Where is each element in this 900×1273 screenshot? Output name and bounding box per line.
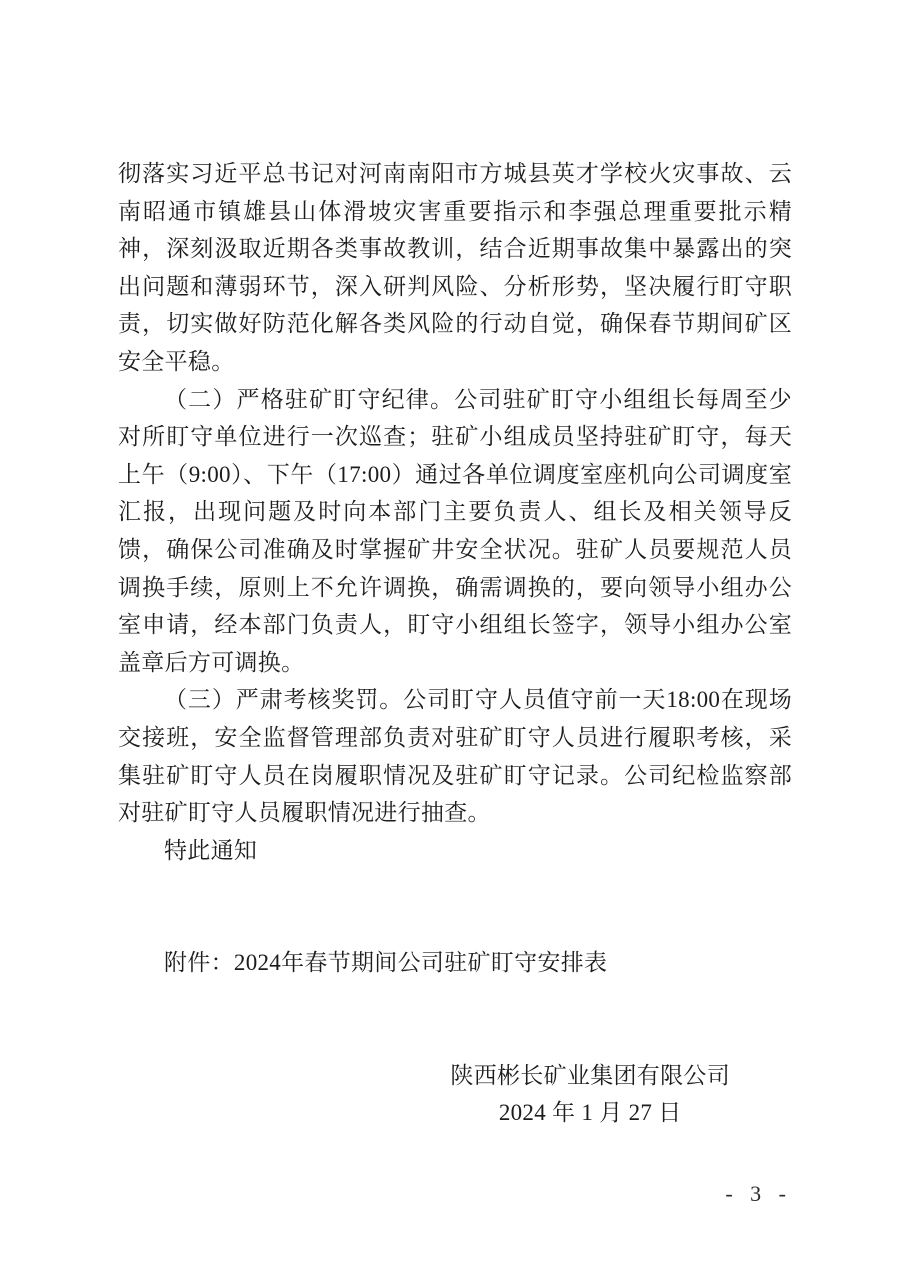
document-body (118, 155, 792, 1132)
signature-company: 陕西彬长矿业集团有限公司 (450, 1062, 730, 1088)
signature-block (450, 1057, 730, 1132)
page-number: - 3 - (725, 1181, 792, 1206)
attachment-line: 附件：2024年春节期间公司驻矿盯守安排表 (164, 950, 608, 976)
paragraph-continuation: 彻落实习近平总书记对河南南阳市方城县英才学校火灾事故、云南昭通市镇雄县山体滑坡灾害重要指示和李强总理重要批示精神，深刻汲取近期各类事故教训，结合近期事故集中暴露出的突出问题和薄弱环节，深入研判风险、分析形势，坚决履行盯守职责，切实做好防范化解各类风险的行动自觉，确保春节期间矿区安全平稳。 (118, 161, 792, 374)
paragraph-item-two: （二）严格驻矿盯守纪律。公司驻矿盯守小组组长每周至少对所盯守单位进行一次巡查；驻矿小组成员坚持驻矿盯守，每天上午（9:00）、下午（17:00）通过各单位调度室座机向公司调度室汇报，出现问题及时向本部门主要负责人、组长及相关领导反馈，确保公司准确及时掌握矿井安全状况。驻矿人员要规范人员调换手续，原则上不允许调换，确需调换的，要向领导小组办公室申请，经本部门负责人，盯守小组组长签字，领导小组办公室盖章后方可调换。 (118, 386, 792, 675)
signature-date: 2024 年 1 月 27 日 (498, 1100, 682, 1126)
paragraph-closing-notice: 特此通知 (164, 837, 258, 863)
paragraph-item-three: （三）严肃考核奖罚。公司盯守人员值守前一天18:00在现场交接班，安全监督管理部负责对驻矿盯守人员进行履职考核，采集驻矿盯守人员在岗履职情况及驻矿盯守记录。公司纪检监察部对驻矿盯守人员履职情况进行抽查。 (118, 687, 792, 826)
